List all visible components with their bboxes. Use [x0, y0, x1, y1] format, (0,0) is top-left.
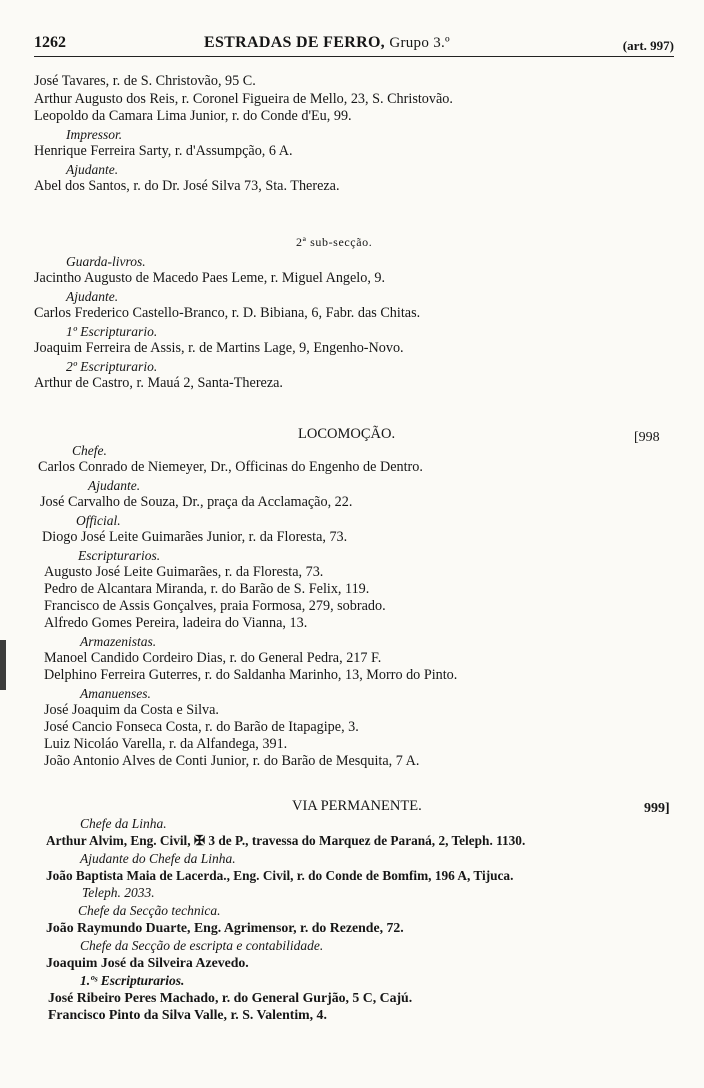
- section-number-998: [998: [634, 430, 660, 445]
- role-heading: 1.ºˢ Escripturarios.: [80, 973, 185, 988]
- entry-line: Carlos Frederico Castello-Branco, r. D. Bibiana, 6, Fabr. das Chitas.: [34, 305, 421, 321]
- entry-line: Joaquim José da Silveira Azevedo.: [46, 955, 249, 970]
- page-edge-mark: [0, 640, 6, 690]
- role-heading: Armazenistas.: [80, 634, 157, 649]
- entry-line: José Carvalho de Souza, Dr., praça da Acclamação, 22.: [40, 494, 353, 510]
- entry-continuation: Teleph. 2033.: [82, 885, 155, 900]
- header-rule: [34, 56, 674, 57]
- entry-line: José Joaquim da Costa e Silva.: [44, 702, 219, 718]
- entry-line: Arthur Augusto dos Reis, r. Coronel Figueira de Mello, 23, S. Christovão.: [34, 91, 453, 107]
- entry-line: Henrique Ferreira Sarty, r. d'Assumpção, 6 A.: [34, 143, 293, 159]
- role-heading: 1º Escripturario.: [66, 324, 158, 339]
- section-heading-via-permanente: VIA PERMANENTE.: [292, 798, 422, 814]
- entry-line: Manoel Candido Cordeiro Dias, r. do General Pedra, 217 F.: [44, 650, 382, 666]
- header-article: (art. 997): [622, 38, 674, 53]
- role-heading: Amanuenses.: [80, 686, 151, 701]
- page-number: 1262: [34, 34, 66, 51]
- section-heading-locomocao: LOCOMOÇÃO.: [298, 426, 396, 442]
- role-heading: Ajudante.: [66, 162, 119, 177]
- role-heading: Ajudante.: [66, 289, 119, 304]
- role-heading: Chefe.: [72, 443, 107, 458]
- role-heading: Ajudante.: [88, 478, 141, 493]
- entry-line: José Tavares, r. de S. Christovão, 95 C.: [34, 73, 256, 89]
- entry-line: Augusto José Leite Guimarães, r. da Floresta, 73.: [44, 564, 324, 580]
- header-title-text: ESTRADAS DE FERRO,: [204, 34, 385, 51]
- entry-line: Leopoldo da Camara Lima Junior, r. do Conde d'Eu, 99.: [34, 108, 352, 124]
- role-heading: Guarda-livros.: [66, 254, 146, 269]
- header-group: Grupo 3.º: [389, 35, 450, 51]
- role-heading: Official.: [76, 513, 121, 528]
- role-heading: Escripturarios.: [78, 548, 161, 563]
- entry-line: Alfredo Gomes Pereira, ladeira do Vianna, 13.: [44, 615, 308, 631]
- entry-line: João Antonio Alves de Conti Junior, r. do Barão de Mesquita, 7 A.: [44, 753, 420, 769]
- entry-line: José Ribeiro Peres Machado, r. do General Gurjão, 5 C, Cajú.: [48, 990, 413, 1005]
- entry-line: Pedro de Alcantara Miranda, r. do Barão de S. Felix, 119.: [44, 581, 370, 597]
- entry-line: Carlos Conrado de Niemeyer, Dr., Officinas do Engenho de Dentro.: [38, 459, 423, 475]
- running-header: [34, 34, 674, 56]
- entry-line: Arthur Alvim, Eng. Civil, ✠ 3 de P., travessa do Marquez de Paraná, 2, Teleph. 1130.: [46, 833, 526, 848]
- entry-line: Joaquim Ferreira de Assis, r. de Martins Lage, 9, Engenho-Novo.: [34, 340, 404, 356]
- subsection-heading: 2ª sub-secção.: [296, 235, 373, 249]
- entry-line: Francisco Pinto da Silva Valle, r. S. Valentim, 4.: [48, 1007, 327, 1022]
- entry-line: Francisco de Assis Gonçalves, praia Formosa, 279, sobrado.: [44, 598, 386, 614]
- entry-line: Arthur de Castro, r. Mauá 2, Santa-Thereza.: [34, 375, 283, 391]
- entry-line: João Baptista Maia de Lacerda., Eng. Civil, r. do Conde de Bomfim, 196 A, Tijuca.: [46, 868, 514, 883]
- role-heading: Chefe da Linha.: [80, 816, 167, 831]
- role-heading: Chefe da Secção de escripta e contabilidade.: [80, 938, 324, 953]
- header-title: [204, 34, 450, 52]
- role-heading: Ajudante do Chefe da Linha.: [80, 851, 236, 866]
- entry-line: Luiz Nicoláo Varella, r. da Alfandega, 391.: [44, 736, 288, 752]
- entry-line: Diogo José Leite Guimarães Junior, r. da Floresta, 73.: [42, 529, 348, 545]
- entry-line: João Raymundo Duarte, Eng. Agrimensor, r. do Rezende, 72.: [46, 920, 404, 935]
- section-number-999: 999]: [644, 801, 670, 816]
- entry-line: Abel dos Santos, r. do Dr. José Silva 73, Sta. Thereza.: [34, 178, 340, 194]
- role-heading: Impressor.: [66, 127, 123, 142]
- role-heading: Chefe da Secção technica.: [78, 903, 221, 918]
- role-heading: 2º Escripturario.: [66, 359, 158, 374]
- entry-line: Jacintho Augusto de Macedo Paes Leme, r. Miguel Angelo, 9.: [34, 270, 386, 286]
- entry-line: Delphino Ferreira Guterres, r. do Saldanha Marinho, 13, Morro do Pinto.: [44, 667, 458, 683]
- entry-line: José Cancio Fonseca Costa, r. do Barão de Itapagipe, 3.: [44, 719, 359, 735]
